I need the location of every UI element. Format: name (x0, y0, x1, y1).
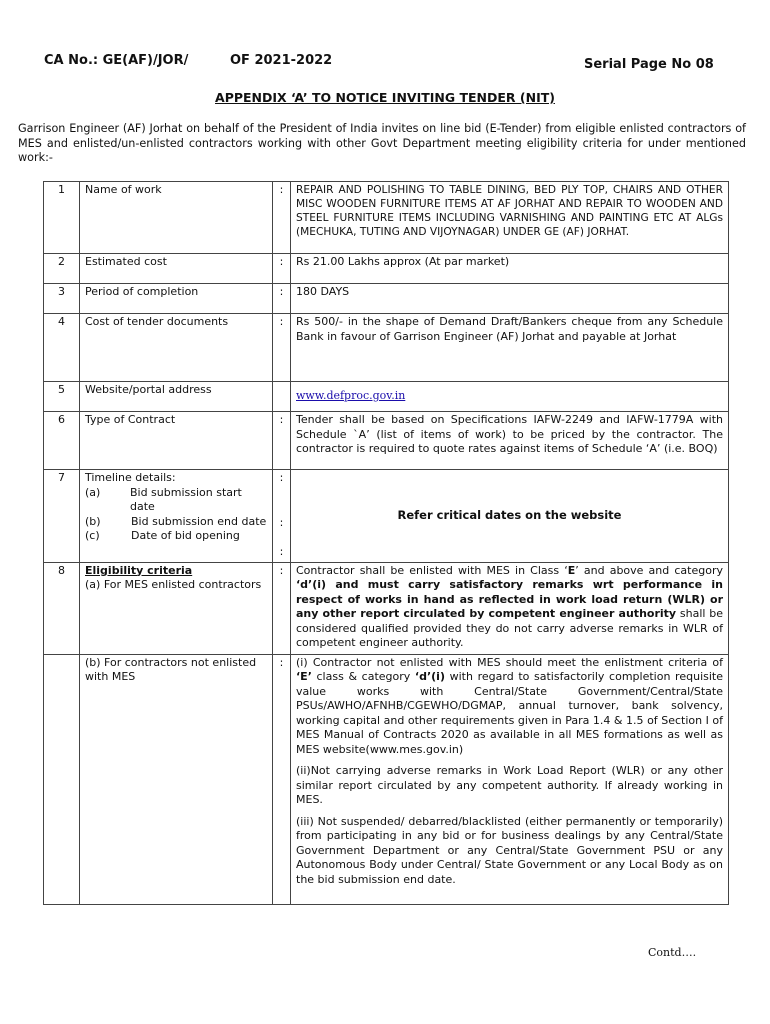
timeline-marker: (a) (85, 485, 101, 499)
table-row (44, 284, 729, 314)
non-mes-label: (b) For contractors not enlisted with MES (80, 654, 273, 904)
row-label: Type of Contract (80, 412, 273, 470)
timeline-details (80, 470, 273, 563)
row-number: 1 (44, 182, 80, 254)
row-number: 8 (44, 562, 80, 654)
contract-type-value: Tender shall be based on Specifications IAFW-2249 and IAFW-1779A with Schedule `A’ (list of items of work) to be priced by the contractor. The contractor is required to quote rates against items of Schedule ‘A’ (i.e. BOQ) (291, 412, 729, 470)
row-number: 7 (44, 470, 80, 563)
row-colon: : : : (273, 470, 291, 563)
row-colon: : (273, 314, 291, 382)
row-label: Cost of tender documents (80, 314, 273, 382)
continued-note: Contd…. (648, 946, 697, 959)
row-colon: : (273, 654, 291, 904)
table-row (44, 654, 729, 904)
page-title: APPENDIX ‘A’ TO NOTICE INVITING TENDER (NIT) (215, 90, 555, 105)
table-row (44, 382, 729, 412)
timeline-marker: (c) (85, 529, 100, 542)
table-row (44, 254, 729, 284)
row-colon: : (273, 284, 291, 314)
row-colon (273, 382, 291, 412)
row-number: 4 (44, 314, 80, 382)
serial-page-number: Serial Page No 08 (584, 57, 714, 72)
mes-eligibility-value: Contractor shall be enlisted with MES in Class ‘E’ and above and category ‘d’(i) and must carry satisfactory remarks wrt performance in respect of works in hand as reflected in work load return (WLR) or any other report circulated by competent engineer authority shall be considered qualified provided they do not carry adverse remarks in WLR of competent engineer authority. (291, 562, 729, 654)
row-number: 3 (44, 284, 80, 314)
row-label: Name of work (80, 182, 273, 254)
table-row (44, 182, 729, 254)
row-label: Website/portal address (80, 382, 273, 412)
row-number: 5 (44, 382, 80, 412)
tender-document-cost-value: Rs 500/- in the shape of Demand Draft/Bankers cheque from any Schedule Bank in favour of Garrison Engineer (AF) Jorhat and payable at Jorhat (291, 314, 729, 382)
eligibility-label (80, 562, 273, 654)
row-colon: : (273, 412, 291, 470)
table-row (44, 562, 729, 654)
mes-enlisted-label: (a) For MES enlisted contractors (85, 578, 262, 591)
row-colon: : (273, 254, 291, 284)
intro-paragraph: Garrison Engineer (AF) Jorhat on behalf of the President of India invites on line bid (E-Tender) from eligible enlisted contractors of MES and enlisted/un-enlisted contractors working with other Govt Department meeting eligibility criteria for under mentioned work:- (18, 122, 746, 164)
row-number: 6 (44, 412, 80, 470)
row-colon: : (273, 562, 291, 654)
row-number: 2 (44, 254, 80, 284)
timeline-item: Bid submission end date (131, 514, 267, 528)
row-label: Period of completion (80, 284, 273, 314)
financial-year: OF 2021-2022 (230, 53, 333, 68)
tender-details-table (43, 181, 729, 905)
row-colon: : (273, 182, 291, 254)
row-label: Estimated cost (80, 254, 273, 284)
table-row (44, 314, 729, 382)
timeline-marker: (b) (85, 514, 101, 528)
timeline-item: Date of bid opening (131, 529, 240, 542)
eligibility-heading: Eligibility criteria (85, 563, 193, 577)
website-link[interactable]: www.defproc.gov.in (296, 389, 406, 402)
timeline-item: Bid submission start date (129, 485, 242, 513)
estimated-cost-value: Rs 21.00 Lakhs approx (At par market) (291, 254, 729, 284)
non-mes-eligibility-value: (i) Contractor not enlisted with MES should meet the enlistment criteria of ‘E’ class & category ‘d’(i) with regard to satisfactorily completion requisite value works with Central/State Government/Central/State PSUs/AWHO/AFNHB/CGEWHO/DGMAP, annual turnover, bank solvency, working capital and other requirements given in Para 1.4 & 1.5 of Section I of MES Manual of Contracts 2020 as available in all MES formations as well as MES website(www.mes.gov.in) (ii)Not carrying adverse remarks in Work Load Report (WLR) or any other similar report circulated by any competent authority. If already working in MES. (iii) Not suspended/ debarred/blacklisted (either permanently or temporarily) from participating in any bid or for business dealings by any Central/State Government Department or any Central/State Government PSU or any Autonomous Body under Central/ State Government or any Local Body as on the bid submission end date. (291, 654, 729, 904)
row-label: Timeline details: (85, 471, 176, 484)
critical-dates-note: Refer critical dates on the website (397, 507, 622, 522)
ca-number: CA No.: GE(AF)/JOR/ (44, 53, 189, 68)
completion-period-value: 180 DAYS (291, 284, 729, 314)
table-row (44, 412, 729, 470)
name-of-work-value: REPAIR AND POLISHING TO TABLE DINING, BED PLY TOP, CHAIRS AND OTHER MISC WOODEN FURNITURE ITEMS AT AF JORHAT AND REPAIR TO WOODEN AND STEEL FURNITURE ITEMS INCLUDING VARNISHING AND PAINTING ETC AT ALGs (MECHUKA, TUTING AND VIJOYNAGAR) UNDER GE (AF) JORHAT. (291, 182, 729, 254)
table-row (44, 470, 729, 563)
